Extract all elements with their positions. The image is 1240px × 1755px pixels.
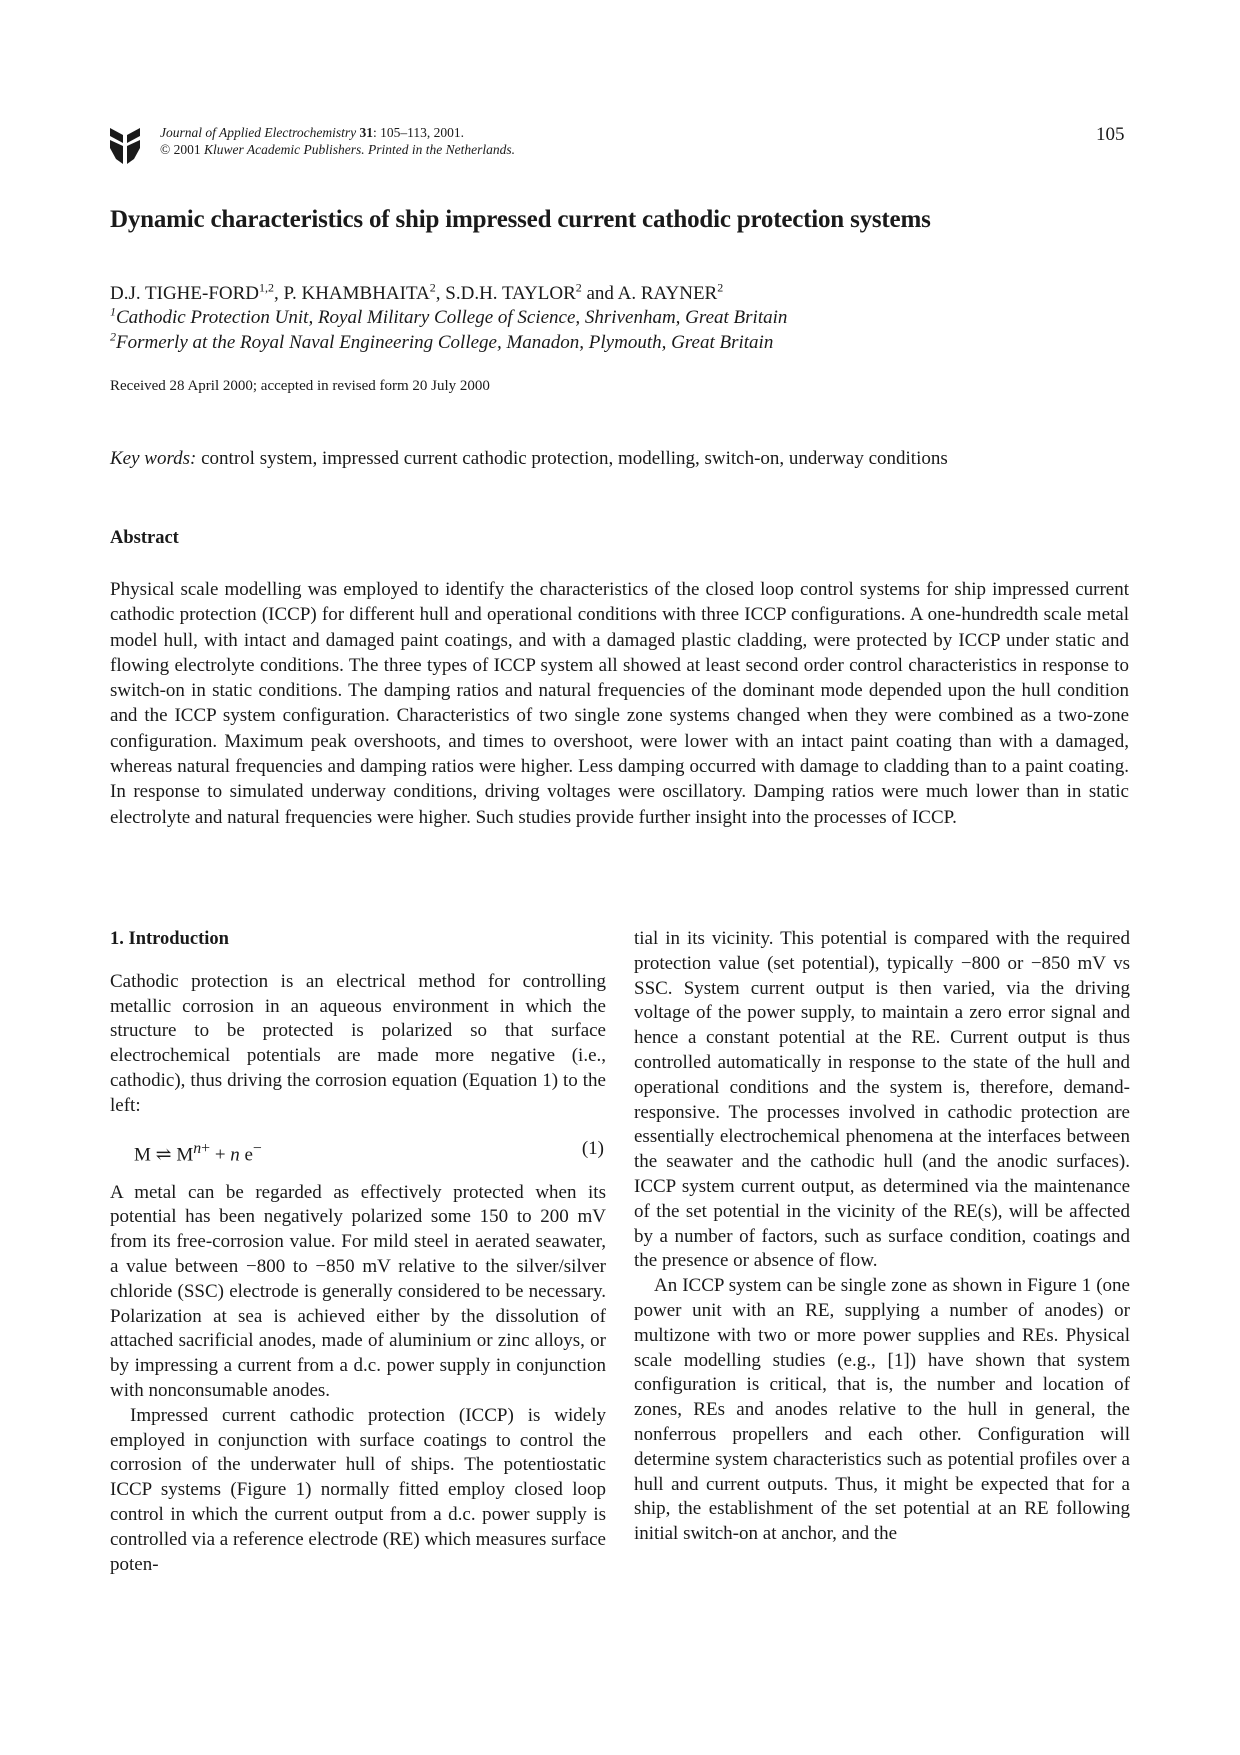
- paper-title: Dynamic characteristics of ship impressed current cathodic protection systems: [110, 206, 931, 233]
- keywords: [110, 448, 948, 470]
- author-separator: ,: [274, 283, 284, 304]
- author-affil-mark: 2: [429, 280, 436, 295]
- affiliation: [110, 329, 774, 354]
- author-name: D.J. TIGHE-FORD: [110, 283, 260, 304]
- author-affil-mark: 1,2: [259, 280, 275, 295]
- abstract-heading: Abstract: [110, 528, 179, 548]
- keywords-text: control system, impressed current cathodic protection, modelling, switch-on, underway conditions: [201, 448, 948, 469]
- author-affil-mark: 2: [575, 280, 582, 295]
- page-number: 105: [1096, 124, 1125, 145]
- abstract-text: Physical scale modelling was employed to identify the characteristics of the closed loop control systems for ship impressed current cathodic protection (ICCP) for different hull and operational conditions with three ICCP configurations. A one-hundredth scale metal model hull, with intact and damaged paint coatings, and with a damaged plastic cladding, were protected by ICCP under static and flowing electrolyte conditions. The three types of ICCP system all showed at least second order control characteristics in response to switch-on in static conditions. The damping ratios and natural frequencies of the dominant mode depended upon the hull condition and the ICCP system configuration. Characteristics of two single zone systems changed when they were combined as a two-zone configuration. Maximum peak overshoots, and times to overshoot, were lower with an intact paint coating than with a damaged, whereas natural frequencies and damping ratios were higher. Less damping occurred with damage to cladding than to a paint coating. In response to simulated underway conditions, driving voltages were oscillatory. Damping ratios were much lower than in static electrolyte and natural frequencies were higher. Such studies provide further insight into the processes of ICCP.: [110, 579, 1129, 828]
- author-separator: and: [581, 283, 618, 304]
- keywords-label: Key words:: [110, 448, 197, 469]
- affiliation-text: Formerly at the Royal Naval Engineering College, Manadon, Plymouth, Great Britain: [116, 332, 774, 353]
- journal-name: Journal of Applied Electrochemistry: [160, 125, 357, 140]
- author-affil-mark: 2: [717, 280, 724, 295]
- affiliation-mark: 1: [110, 304, 116, 319]
- publisher-logo-icon: [108, 126, 142, 166]
- affiliation: [110, 304, 788, 329]
- author-name: S.D.H. TAYLOR: [445, 283, 576, 304]
- affiliation-mark: 2: [110, 329, 116, 344]
- publisher: Kluwer Academic Publishers. Printed in the Netherlands.: [204, 142, 515, 157]
- journal-citation: [160, 124, 515, 158]
- author-name: A. RAYNER: [617, 283, 718, 304]
- body-paragraph: An ICCP system can be single zone as shown in Figure 1 (one power unit with an RE, supplying a number of anodes) or multizone with two or more power supplies and REs. Physical scale modelling studies (e.g., [1]) have shown that system configuration is critical, that is, the number and location of zones, REs and anodes relative to the hull in general, the nonferrous propellers and each other. Configuration will determine system characteristics such as potential profiles over a hull and current outputs. Thus, it might be expected that for a ship, the establishment of the set potential at an RE following initial switch-on at anchor, and the: [634, 1275, 1130, 1545]
- equation-number: (1): [581, 1137, 604, 1159]
- affiliation-text: Cathodic Protection Unit, Royal Military College of Science, Shrivenham, Great Britain: [116, 307, 788, 328]
- author-list: [110, 280, 724, 305]
- journal-volume: 31: [359, 125, 373, 140]
- section-heading: 1. Introduction: [110, 929, 229, 949]
- author-separator: ,: [435, 283, 446, 304]
- equation: [110, 1137, 606, 1163]
- body-column-right: [634, 927, 1130, 1547]
- body-column-left: [110, 927, 606, 1577]
- copyright: © 2001: [160, 142, 201, 157]
- journal-pages-year: : 105–113, 2001.: [372, 125, 464, 140]
- received-dates: Received 28 April 2000; accepted in revised form 20 July 2000: [110, 378, 490, 394]
- body-paragraph: Cathodic protection is an electrical method for controlling metallic corrosion in an aqueous environment in which the structure to be protected is polarized so that surface electrochemical potentials are made more negative (i.e., cathodic), thus driving the corrosion equation (Equation 1) to the left:: [110, 970, 606, 1116]
- body-paragraph: tial in its vicinity. This potential is compared with the required protection value (set potential), typically −800 or −850 mV vs SSC. System current output is then varied, via the driving voltage of the power supply, to maintain a zero error signal and hence a constant potential at the RE. Current output is thus controlled automatically in response to the state of the hull and operational conditions and the system is, therefore, demand-responsive. The processes involved in cathodic protection are essentially electrochemical phenomena at the interfaces between the seawater and the cathodic hull (and the anodic surfaces). ICCP system current output, as determined via the maintenance of the set potential in the vicinity of the RE(s), will be affected by a number of factors, such as surface condition, coatings and the presence or absence of flow.: [634, 928, 1130, 1272]
- author-name: P. KHAMBHAITA: [283, 283, 430, 304]
- body-paragraph: Impressed current cathodic protection (ICCP) is widely employed in conjunction with surface coatings to control the corrosion of the underwater hull of ships. The potentiostatic ICCP systems (Figure 1) normally fitted employ closed loop control in which the current output from a d.c. power supply is controlled via a reference electrode (RE) which measures surface poten-: [110, 1404, 606, 1575]
- body-paragraph: A metal can be regarded as effectively protected when its potential has been negatively polarized some 150 to 200 mV from its free-corrosion value. For mild steel in aerated seawater, a value between −800 to −850 mV relative to the silver/silver chloride (SSC) electrode is generally considered to be necessary. Polarization at sea is achieved either by the dissolution of attached sacrificial anodes, made of aluminium or zinc alloys, or by impressing a current from a d.c. power supply in conjunction with nonconsumable anodes.: [110, 1181, 606, 1401]
- equation-formula: M ⇌ $M^{n+} + n$ e−: [134, 1139, 262, 1165]
